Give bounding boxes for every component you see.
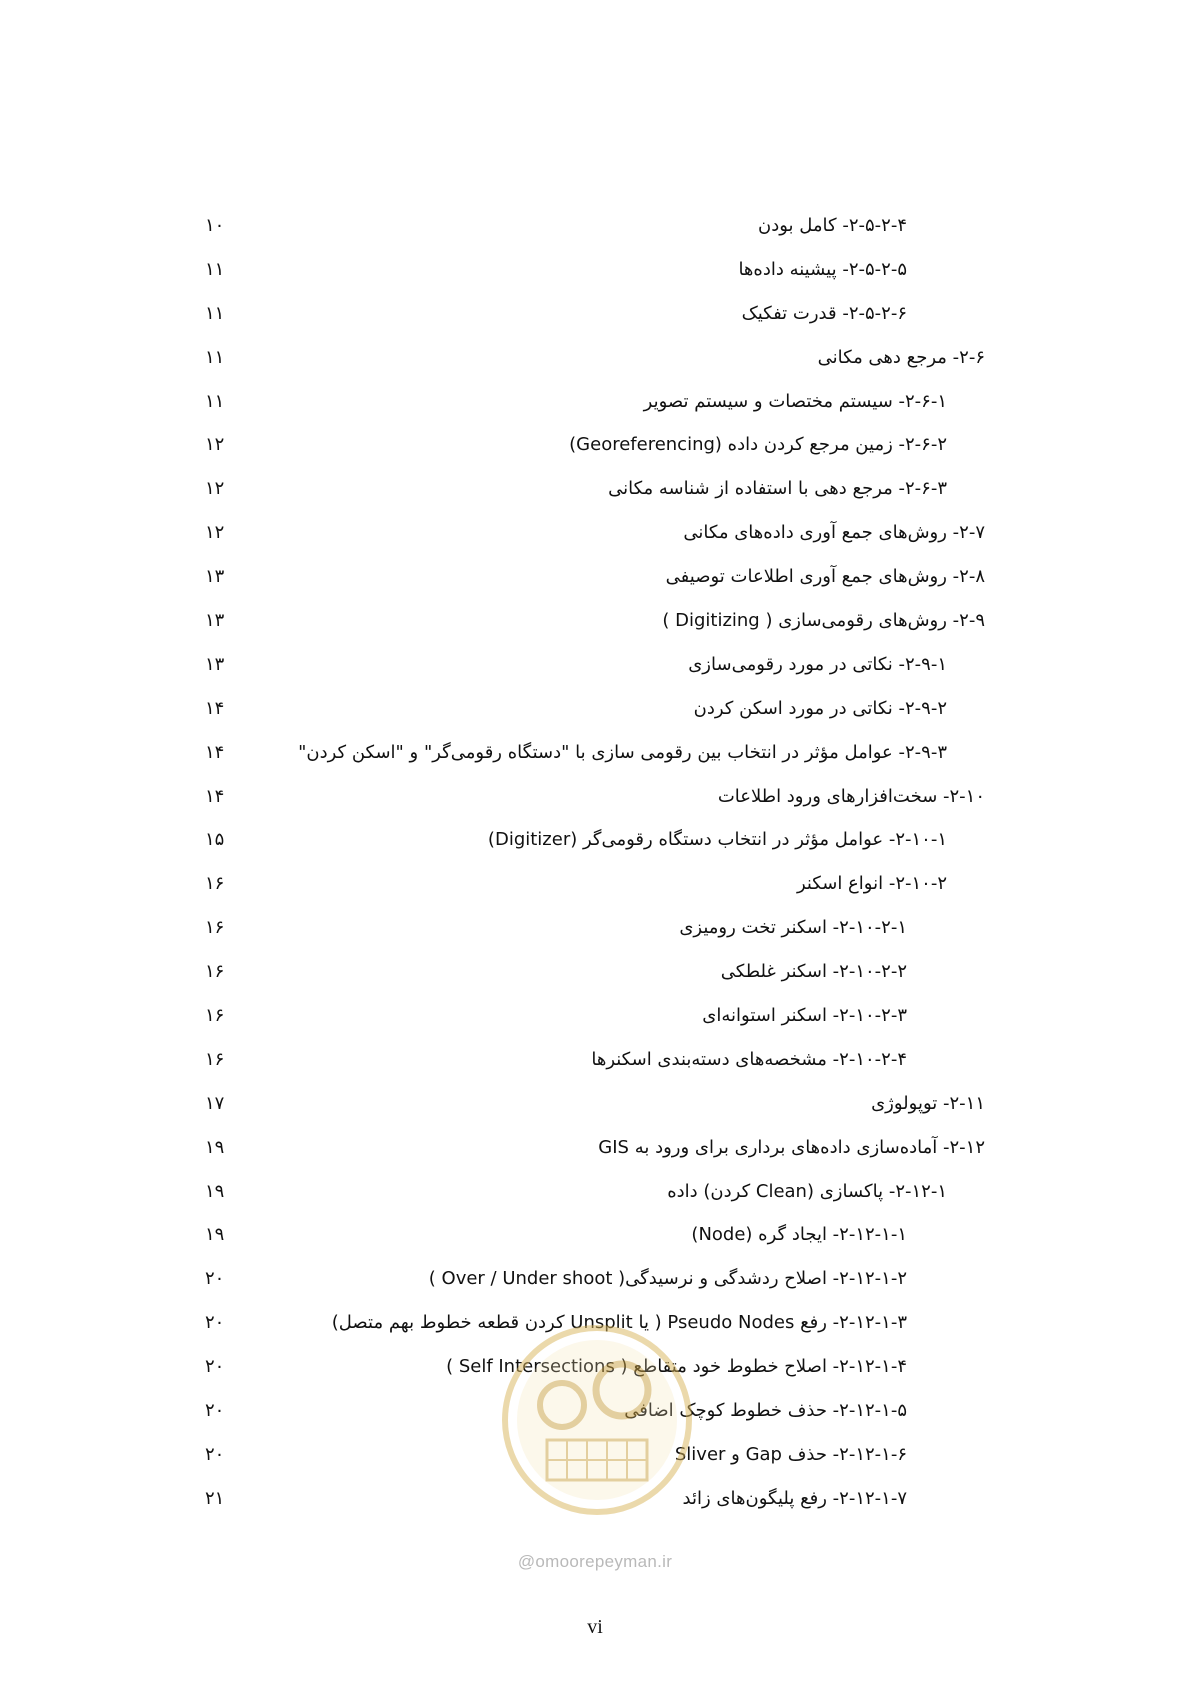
toc-entry-page-number: ۱۶ (205, 1048, 225, 1070)
toc-entry-page-number: ۱۶ (205, 917, 225, 939)
toc-entry-title: ۲-۷- روش‌های جمع آوری داده‌های مکانی (683, 522, 985, 544)
toc-entry-title: ۲-۵-۲-۵- پیشینه داده‌ها (738, 258, 907, 280)
toc-entry[interactable] (205, 1443, 985, 1487)
toc-entry-page-number: ۱۹ (205, 1224, 225, 1246)
toc-entry-title: ۲-۱۲-۱-۳- رفع Pseudo Nodes ( یا Unsplit کردن قطعه خطوط بهم متصل) (331, 1312, 907, 1334)
toc-entry-title: ۲-۱۰- سخت‌افزارهای ورود اطلاعات (717, 785, 985, 807)
toc-entry-title: ۲-۱۱- توپولوژی (871, 1092, 985, 1114)
toc-entry-page-number: ۲۰ (205, 1356, 225, 1378)
toc-entry-title: ۲-۹-۲- نکاتی در مورد اسکن کردن (693, 697, 947, 719)
toc-entry[interactable] (205, 697, 985, 741)
toc-entry[interactable] (205, 1267, 985, 1311)
toc-entry[interactable] (205, 1487, 985, 1531)
toc-entry[interactable] (205, 346, 985, 390)
toc-entry-page-number: ۲۰ (205, 1443, 225, 1465)
toc-entry-page-number: ۱۶ (205, 873, 225, 895)
toc-entry[interactable] (205, 565, 985, 609)
toc-entry-page-number: ۱۲ (205, 522, 225, 544)
toc-entry[interactable] (205, 214, 985, 258)
toc-entry[interactable] (205, 653, 985, 697)
toc-entry-page-number: ۱۱ (205, 346, 225, 368)
toc-entry-title: ۲-۶-۱- سیستم مختصات و سیستم تصویر (643, 390, 947, 412)
toc-entry-title: ۲-۱۰-۲- انواع اسکنر (796, 873, 947, 895)
toc-entry-page-number: ۱۹ (205, 1136, 225, 1158)
toc-entry-page-number: ۱۹ (205, 1180, 225, 1202)
toc-entry-title: ۲-۱۲-۱-۶- حذف Gap و Sliver (674, 1443, 907, 1465)
toc-entry-title: ۲-۸- روش‌های جمع آوری اطلاعات توصیفی (665, 566, 985, 588)
toc-entry-page-number: ۲۰ (205, 1400, 225, 1422)
toc-entry-page-number: ۱۱ (205, 258, 225, 280)
toc-entry-title: ۲-۶- مرجع دهی مکانی (817, 346, 985, 368)
toc-entry[interactable] (205, 302, 985, 346)
toc-entry-title: ۲-۱۰-۱- عوامل مؤثر در انتخاب دستگاه رقومی‌گر (Digitizer) (487, 829, 947, 851)
toc-entry-page-number: ۱۴ (205, 741, 225, 763)
toc-entry[interactable] (205, 258, 985, 302)
toc-entry[interactable] (205, 741, 985, 785)
toc-entry-title: ۲-۵-۲-۴- کامل بودن (758, 215, 907, 236)
toc-entry-page-number: ۱۴ (205, 785, 225, 807)
toc-entry-page-number: ۱۴ (205, 697, 225, 719)
toc-entry-page-number: ۱۱ (205, 390, 225, 412)
toc-entry-page-number: ۲۱ (205, 1487, 225, 1509)
toc-entry[interactable] (205, 1311, 985, 1355)
toc-entry-page-number: ۱۰ (205, 215, 225, 236)
toc-entry-page-number: ۱۵ (205, 829, 225, 851)
toc-entry[interactable] (205, 1355, 985, 1399)
toc-entry-title: ۲-۱۲-۱-۷- رفع پلیگون‌های زائد (682, 1487, 907, 1509)
toc-entry[interactable] (205, 1180, 985, 1224)
toc-entry-title: ۲-۱۲-۱-۲- اصلاح ردشدگی و نرسیدگی( Over / Under shoot ) (428, 1268, 907, 1290)
toc-entry-page-number: ۱۳ (205, 566, 225, 588)
toc-entry[interactable] (205, 1136, 985, 1180)
toc-entry[interactable] (205, 960, 985, 1004)
toc-entry[interactable] (205, 433, 985, 477)
watermark-site-text: @omoorepeyman.ir (517, 1552, 673, 1571)
toc-entry-page-number: ۱۷ (205, 1092, 225, 1114)
toc-entry-title: ۲-۹-۱- نکاتی در مورد رقومی‌سازی (688, 653, 947, 675)
toc-entry-title: ۲-۶-۳- مرجع دهی با استفاده از شناسه مکانی (608, 478, 947, 500)
toc-entry-title: ۲-۱۲-۱-۵- حذف خطوط کوچک اضافی (624, 1400, 907, 1422)
toc-entry-title: ۲-۱۲-۱-۴- اصلاح خطوط خود متقاطع ( Self Intersections ) (446, 1356, 907, 1378)
toc-entry[interactable] (205, 521, 985, 565)
toc-entry[interactable] (205, 1004, 985, 1048)
toc-entry-title: ۲-۱۲-۱-۱- ایجاد گره (Node) (691, 1224, 907, 1246)
toc-entry-title: ۲-۱۰-۲-۴- مشخصه‌های دسته‌بندی اسکنرها (591, 1048, 907, 1070)
toc-entry-title: ۲-۵-۲-۶- قدرت تفکیک (741, 302, 907, 324)
toc-entry-page-number: ۱۶ (205, 1005, 225, 1027)
toc-entry-title: ۲-۱۰-۲-۲- اسکنر غلطکی (720, 961, 907, 983)
toc-entry-title: ۲-۱۰-۲-۳- اسکنر استوانه‌ای (702, 1005, 907, 1027)
toc-entry-title: ۲-۶-۲- زمین مرجع کردن داده (Georeferencing) (569, 434, 947, 456)
toc-entry-title: ۲-۹- روش‌های رقومی‌سازی ( Digitizing ) (662, 610, 985, 632)
toc-entry[interactable] (205, 390, 985, 434)
toc-entry-title: ۲-۹-۳- عوامل مؤثر در انتخاب بین رقومی سازی با "دستگاه رقومی‌گر" و "اسکن کردن" (298, 741, 947, 763)
toc-entry-page-number: ۱۶ (205, 961, 225, 983)
toc-entry[interactable] (205, 828, 985, 872)
toc-entry[interactable] (205, 916, 985, 960)
toc-entry-page-number: ۱۳ (205, 653, 225, 675)
toc-entry[interactable] (205, 1092, 985, 1136)
page-number: vi (587, 1616, 603, 1638)
toc-entry[interactable] (205, 477, 985, 521)
toc-entry-page-number: ۱۱ (205, 302, 225, 324)
toc-entry-title: ۲-۱۲-۱- پاکسازی (Clean کردن) داده (667, 1180, 947, 1202)
toc-entry-page-number: ۱۲ (205, 478, 225, 500)
toc-entry[interactable] (205, 1223, 985, 1267)
toc-entry[interactable] (205, 609, 985, 653)
toc-entry-page-number: ۲۰ (205, 1268, 225, 1290)
toc-entry[interactable] (205, 785, 985, 829)
toc-entry[interactable] (205, 872, 985, 916)
toc-entry[interactable] (205, 1399, 985, 1443)
toc-entry-page-number: ۱۳ (205, 610, 225, 632)
toc-entry-page-number: ۱۲ (205, 434, 225, 456)
toc-entry-page-number: ۲۰ (205, 1312, 225, 1334)
toc-entry-title: ۲-۱۰-۲-۱- اسکنر تخت رومیزی (679, 917, 907, 939)
toc-entry-title: ۲-۱۲- آماده‌سازی داده‌های برداری برای ورود به GIS (598, 1136, 985, 1158)
toc-entry[interactable] (205, 1048, 985, 1092)
table-of-contents (205, 214, 985, 1531)
